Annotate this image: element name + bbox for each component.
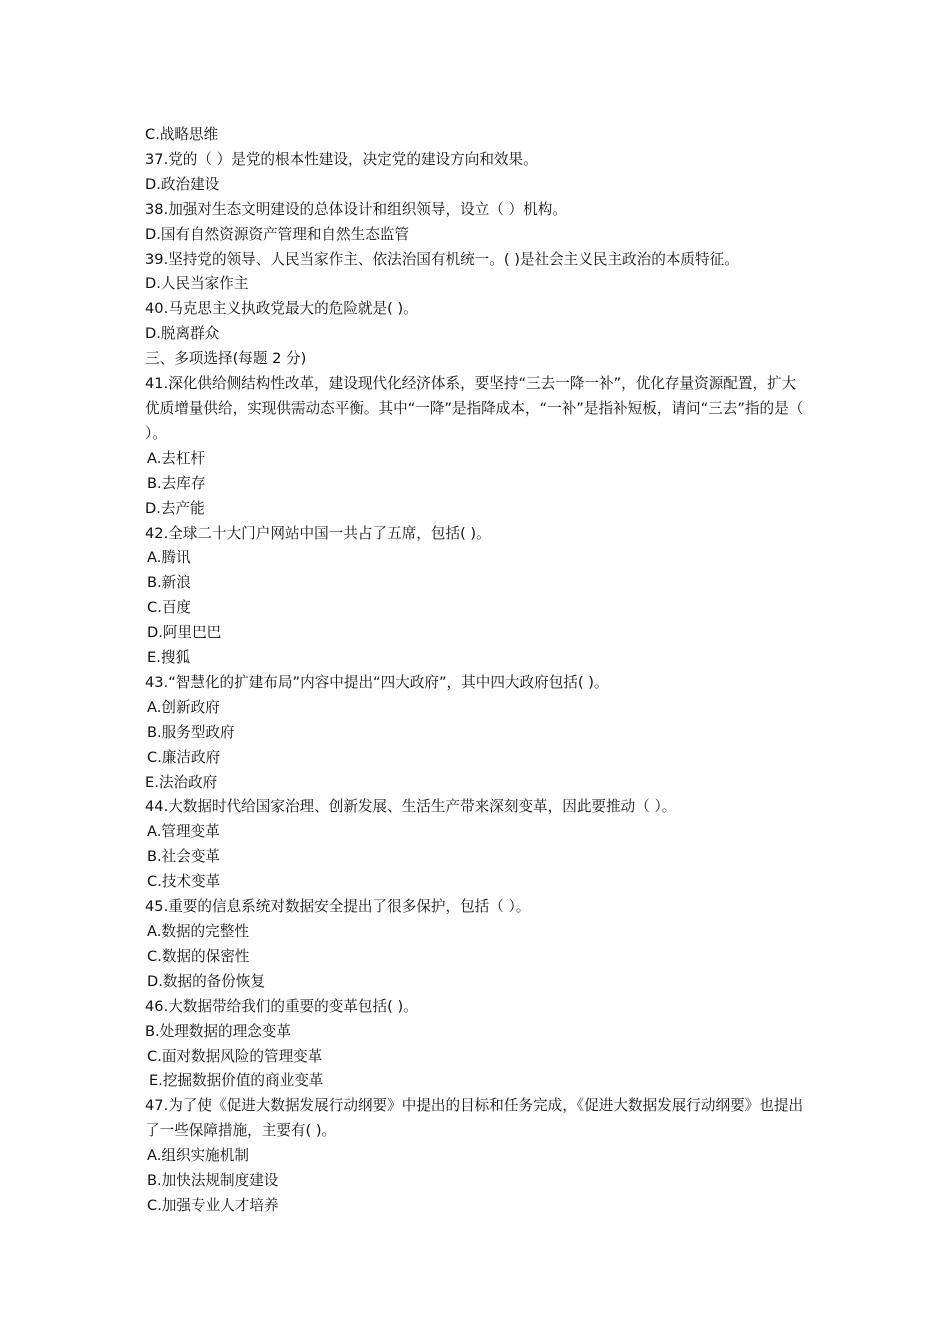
text-line: D.数据的备份恢复 <box>147 972 266 990</box>
text-line: 38.加强对生态文明建设的总体设计和组织领导，设立（ ）机构。 <box>145 200 567 218</box>
text-line: A.创新政府 <box>147 698 220 716</box>
text-line: 三、多项选择(每题 2 分) <box>145 350 307 368</box>
text-line: B.处理数据的理念变革 <box>145 1022 291 1040</box>
text-line: 44.大数据时代给国家治理、创新发展、生活生产带来深刻变革，因此要推动（ ）。 <box>145 798 677 816</box>
text-line: A.组织实施机制 <box>147 1147 249 1165</box>
text-line: 37.党的（ ）是党的根本性建设，决定党的建设方向和效果。 <box>145 150 538 168</box>
text-line: E.搜狐 <box>147 649 191 667</box>
text-line: 41.深化供给侧结构性改革，建设现代化经济体系，要坚持“三去一降一补”，优化存量资源配置，扩大优质增量供给，实现供需动态平衡。其中“一降”是指降成本，“一补”是指补短板，请问“三去”指的是（ ）。 <box>145 375 804 442</box>
text-line: B.去库存 <box>147 474 206 492</box>
text-line: C.加强专业人才培养 <box>147 1196 279 1214</box>
text-line: E.法治政府 <box>145 773 218 791</box>
text-line: B.服务型政府 <box>147 723 235 741</box>
text-line: B.新浪 <box>147 574 191 592</box>
text-line: B.社会变革 <box>147 848 221 866</box>
text-line: D.人民当家作主 <box>145 275 249 293</box>
text-line: C.数据的保密性 <box>147 947 250 965</box>
text-line: A.管理变革 <box>147 823 220 841</box>
text-line: D.脱离群众 <box>145 325 220 343</box>
document-body <box>145 123 810 1219</box>
text-line: D.去产能 <box>145 499 205 517</box>
text-line: 43.“智慧化的扩建布局”内容中提出“四大政府”，其中四大政府包括( )。 <box>145 673 609 691</box>
text-line: C.战略思维 <box>145 126 219 143</box>
text-line: 47.为了使《促进大数据发展行动纲要》中提出的目标和任务完成，《促进大数据发展行动纲要》也提出了一些保障措施，主要有( )。 <box>145 1097 804 1140</box>
text-line: 46.大数据带给我们的重要的变革包括( )。 <box>145 997 418 1015</box>
text-line: A.去杠杆 <box>147 449 206 467</box>
text-line: D.阿里巴巴 <box>147 624 222 642</box>
text-line: E.挖掘数据价值的商业变革 <box>149 1072 324 1090</box>
text-line: A.腾讯 <box>147 549 191 567</box>
text-line: 39.坚持党的领导、人民当家作主、依法治国有机统一。( )是社会主义民主政治的本质特征。 <box>145 250 739 268</box>
text-line: D.政治建设 <box>145 175 220 193</box>
text-line: 42.全球二十大门户网站中国一共占了五席，包括( )。 <box>145 524 491 542</box>
text-line: A.数据的完整性 <box>147 923 249 940</box>
text-line: B.加快法规制度建设 <box>147 1172 279 1190</box>
text-line: C.技术变革 <box>147 873 221 891</box>
text-line: D.国有自然资源资产管理和自然生态监管 <box>145 225 409 243</box>
text-line: C.廉洁政府 <box>147 748 221 766</box>
text-line: 40.马克思主义执政党最大的危险就是( )。 <box>145 300 418 318</box>
text-line: C.面对数据风险的管理变革 <box>147 1047 323 1065</box>
text-line: C.百度 <box>147 599 192 617</box>
text-line: 45.重要的信息系统对数据安全提出了很多保护，包括（ ）。 <box>145 898 531 916</box>
